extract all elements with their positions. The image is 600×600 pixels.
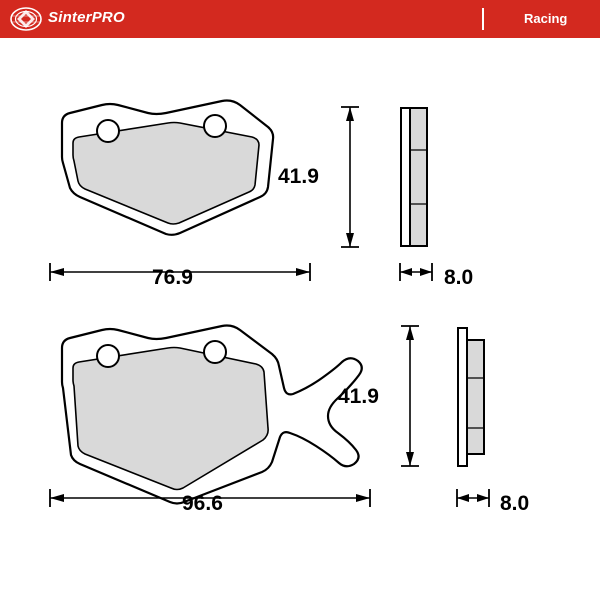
brand-name: SinterPRO — [48, 9, 125, 26]
upper-height-label: 41.9 — [278, 165, 319, 188]
upper-height-dimension-line — [338, 101, 362, 253]
upper-thickness-label: 8.0 — [444, 266, 474, 289]
technical-drawing — [0, 38, 600, 600]
lower-width-label: 96.6 — [182, 492, 223, 515]
lower-thickness-dimension-line — [453, 486, 495, 510]
brake-pad-side-view-icon — [455, 326, 489, 468]
brake-pad-side-view-icon — [398, 106, 432, 248]
header-category-label: Racing — [524, 11, 568, 26]
header-bar — [0, 0, 600, 38]
upper-width-label: 76.9 — [152, 266, 193, 289]
moto-master-logo-icon — [10, 3, 42, 35]
lower-height-dimension-line — [398, 320, 422, 472]
header-divider — [482, 8, 484, 30]
lower-height-label: 41.9 — [338, 385, 379, 408]
lower-thickness-label: 8.0 — [500, 492, 530, 515]
upper-thickness-dimension-line — [396, 260, 438, 284]
